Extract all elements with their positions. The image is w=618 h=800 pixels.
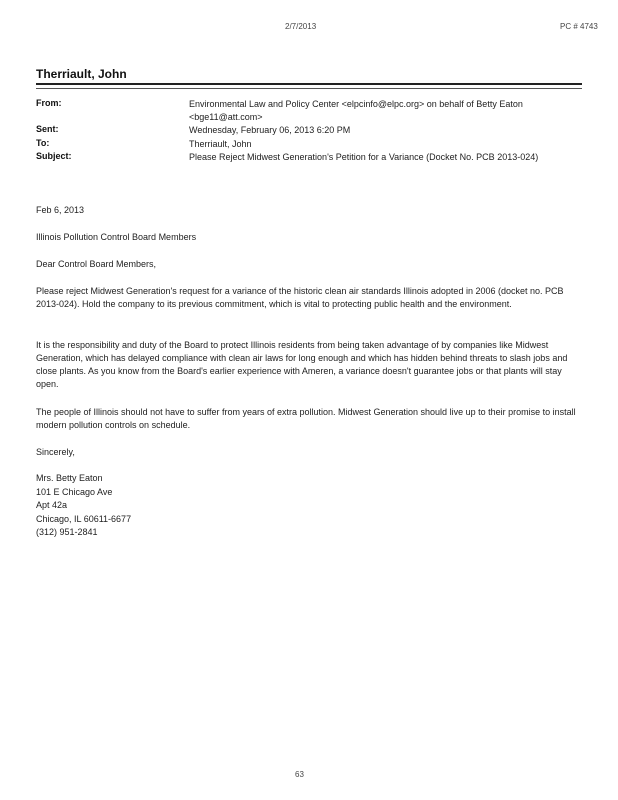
paragraph-1-text: Please reject Midwest Generation's request for a variance of the historic clean air standards Illinois adopted in 2006 (docket no. PCB 2013-024). Hold the company to its previous commitment, which is vital to protecting public health and the environment. <box>36 286 564 309</box>
header-date: 2/7/2013 <box>285 22 317 31</box>
paragraph-3-text: The people of Illinois should not have to suffer from years of extra pollution. Midwest Generation should live up to their promise to install modern pollution controls on schedule. <box>36 407 576 430</box>
header-rule <box>36 83 582 89</box>
letter-closing: Sincerely, <box>36 447 75 457</box>
from-label: From: <box>36 98 62 108</box>
sent-label: Sent: <box>36 124 59 134</box>
signature-address2: Apt 42a <box>36 500 68 510</box>
paragraph-2 <box>36 339 584 391</box>
from-value-line1: Environmental Law and Policy Center <elpcinfo@elpc.org> on behalf of Betty Eaton <box>189 99 523 109</box>
signature-city: Chicago, IL 60611-6677 <box>36 514 132 524</box>
letter-date: Feb 6, 2013 <box>36 205 85 215</box>
subject-value: Please Reject Midwest Generation's Petition for a Variance (Docket No. PCB 2013-024) <box>189 152 539 162</box>
signature-phone: (312) 951-2841 <box>36 527 98 537</box>
paragraph-2-text: It is the responsibility and duty of the Board to protect Illinois residents from being taken advantage of by companies like Midwest Generation, which has delayed compliance with clean air laws for long enough and which has hidden behind threats to slash jobs and close plants. As you know from the Board's earlier experience with Ameren, a variance doesn't guarantee jobs or that plants will stay open. <box>36 340 568 389</box>
paragraph-3 <box>36 406 584 432</box>
paragraph-1 <box>36 285 584 311</box>
letter-salutation: Dear Control Board Members, <box>36 259 157 269</box>
header-page-code: PC # 4743 <box>560 22 598 31</box>
footer-page-number: 63 <box>295 770 304 779</box>
to-label: To: <box>36 138 50 148</box>
signature-name: Mrs. Betty Eaton <box>36 473 103 483</box>
signature-address1: 101 E Chicago Ave <box>36 487 113 497</box>
subject-label: Subject: <box>36 151 72 161</box>
sender-name: Therriault, John <box>36 67 127 81</box>
from-value-line2: <bge11@att.com> <box>189 112 263 122</box>
letter-addressee: Illinois Pollution Control Board Members <box>36 232 197 242</box>
sent-value: Wednesday, February 06, 2013 6:20 PM <box>189 125 351 135</box>
to-value: Therriault, John <box>189 139 252 149</box>
